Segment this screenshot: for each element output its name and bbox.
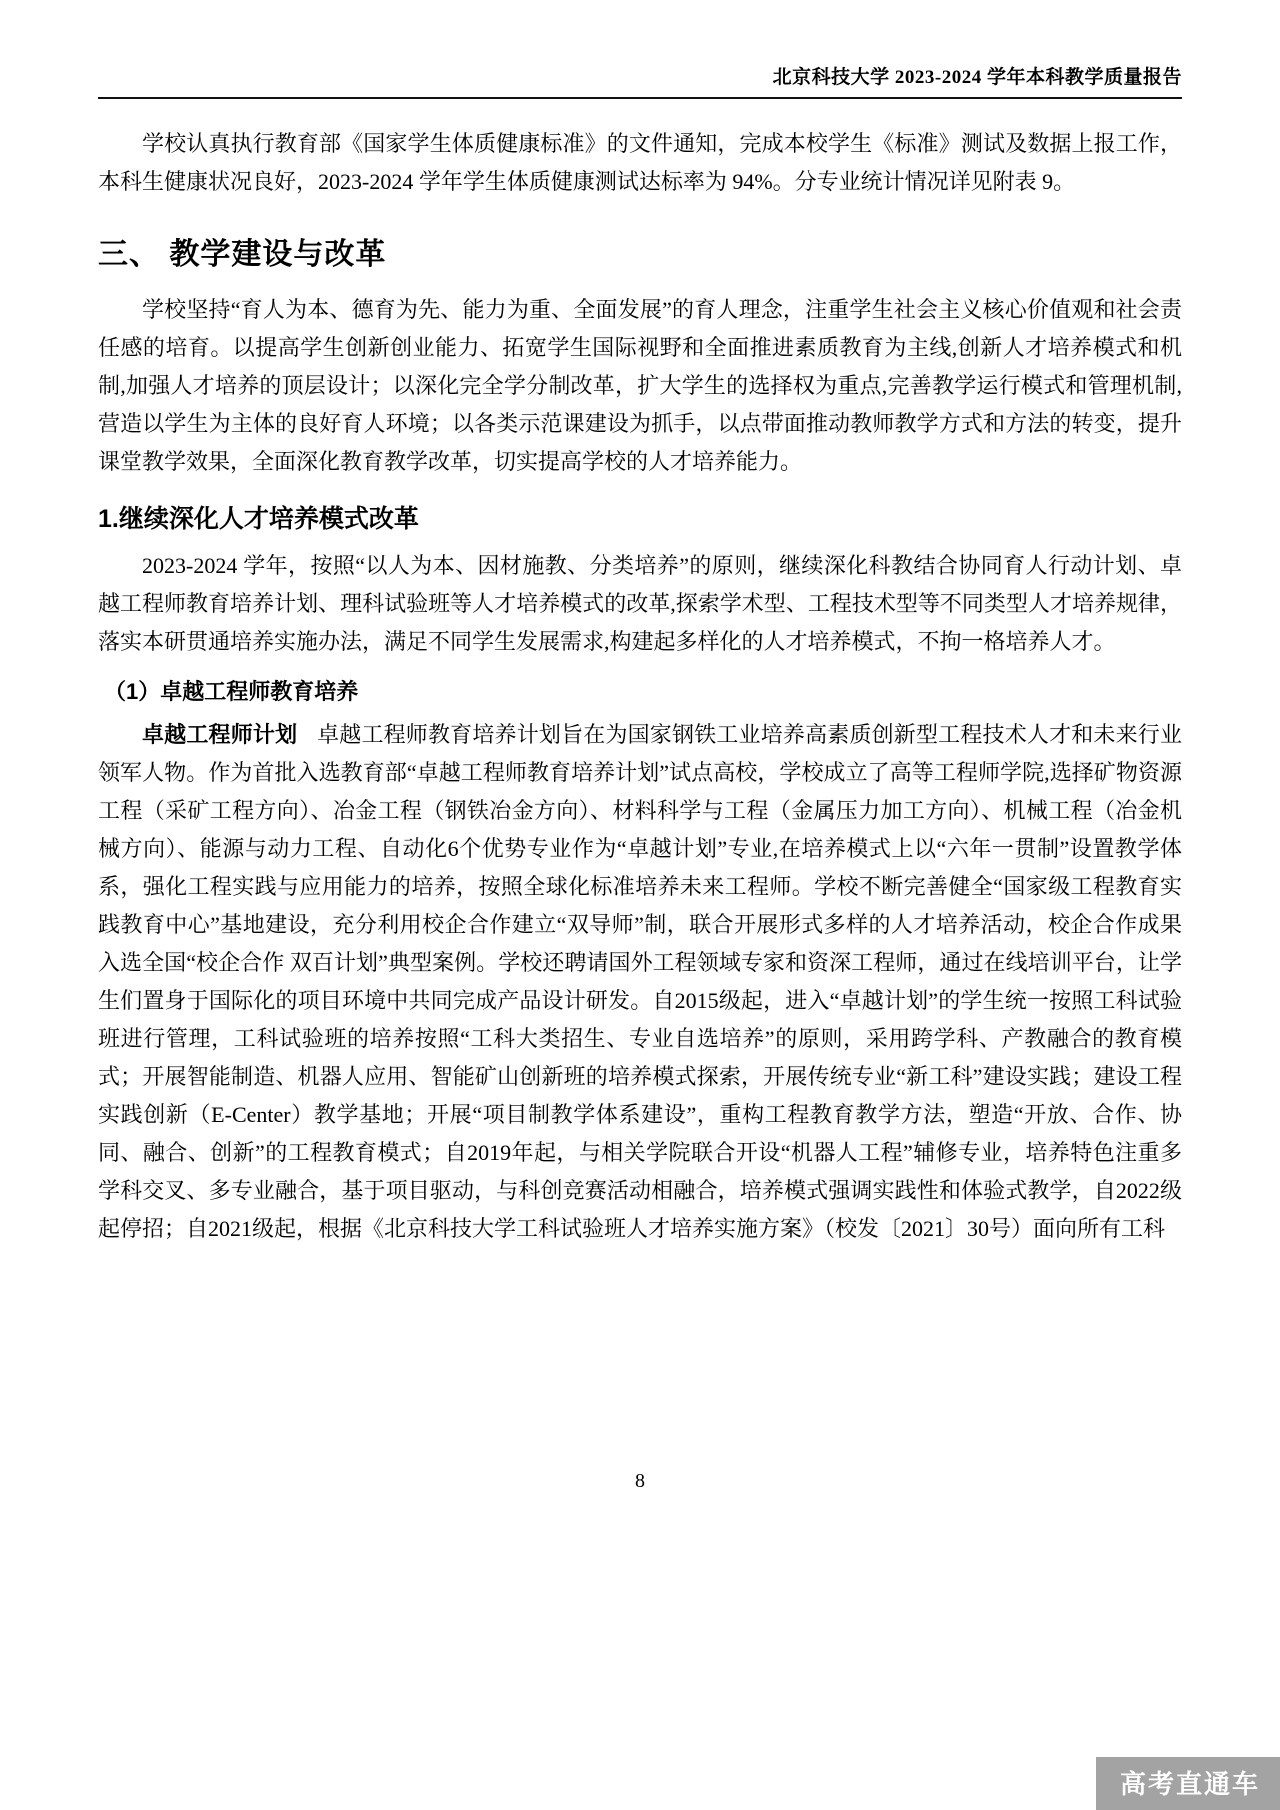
document-body xyxy=(0,99,1280,1248)
paragraph-talent-model-reform: 2023-2024 学年，按照“以人为本、因材施教、分类培养”的原则，继续深化科教结合协同育人行动计划、卓越工程师教育培养计划、理科试验班等人才培养模式的改革,探索学术型、工程技术型等不同类型人才培养规律，落实本研贯通培养实施办法，满足不同学生发展需求,构建起多样化的人才培养模式，不拘一格培养人才。 xyxy=(98,553,1182,654)
item-heading-excellent-engineer: （1）卓越工程师教育培养 xyxy=(104,679,359,704)
page-number: 8 xyxy=(635,1470,645,1492)
paragraph-health-standard: 学校认真执行教育部《国家学生体质健康标准》的文件通知，完成本校学生《标准》测试及数据上报工作，本科生健康状况良好，2023-2024 学年学生体质健康测试达标率为 94%。分专业统计情况详见附表 9。 xyxy=(98,131,1182,194)
watermark-gaokao-express: 高考直通车 xyxy=(1096,1757,1280,1810)
section-heading-teaching-reform: 三、 教学建设与改革 xyxy=(98,238,387,271)
paragraph-excellent-engineer-text: 卓越工程师教育培养计划旨在为国家钢铁工业培养高素质创新型工程技术人才和未来行业领军人物。作为首批入选教育部“卓越工程师教育培养计划”试点高校，学校成立了高等工程师学院,选择矿物资源工程（采矿工程方向）、冶金工程（钢铁冶金方向）、材料科学与工程（金属压力加工方向）、机械工程（冶金机械方向）、能源与动力工程、自动化6个优势专业作为“卓越计划”专业,在培养模式上以“六年一贯制”设置教学体系，强化工程实践与应用能力的培养，按照全球化标准培养未来工程师。学校不断完善健全“国家级工程教育实践教育中心”基地建设，充分利用校企合作建立“双导师”制，联合开展形式多样的人才培养活动，校企合作成果入选全国“校企合作 双百计划”典型案例。学校还聘请国外工程领域专家和资深工程师，通过在线培训平台，让学生们置身于国际化的项目环境中共同完成产品设计研发。自2015级起，进入“卓越计划”的学生统一按照工科试验班进行管理，工科试验班的培养按照“工科大类招生、专业自选培养”的原则，采用跨学科、产教融合的教育模式；开展智能制造、机器人应用、智能矿山创新班的培养模式探索，开展传统专业“新工科”建设实践；建设工程实践创新（E-Center）教学基地；开展“项目制教学体系建设”，重构工程教育教学方法，塑造“开放、合作、协同、融合、创新”的工程教育模式；自2019年起，与相关学院联合开设“机器人工程”辅修专业，培养特色注重多学科交叉、多专业融合，基于项目驱动，与科创竞赛活动相融合，培养模式强调实践性和体验式教学，自2022级起停招；自2021级起，根据《北京科技大学工科试验班人才培养实施方案》（校发〔2021〕30号）面向所有工科 xyxy=(98,722,1182,1241)
paragraph-lead-excellent-engineer-plan: 卓越工程师计划 xyxy=(142,722,298,747)
page-header-title: 北京科技大学 2023-2024 学年本科教学质量报告 xyxy=(772,67,1182,88)
paragraph-education-philosophy: 学校坚持“育人为本、德育为先、能力为重、全面发展”的育人理念，注重学生社会主义核心价值观和社会责任感的培育。以提高学生创新创业能力、拓宽学生国际视野和全面推进素质教育为主线,创新人才培养模式和机制,加强人才培养的顶层设计；以深化完全学分制改革，扩大学生的选择权为重点,完善教学运行模式和管理机制,营造以学生为主体的良好育人环境；以各类示范课建设为抓手，以点带面推动教师教学方式和方法的转变，提升课堂教学效果，全面深化教育教学改革，切实提高学校的人才培养能力。 xyxy=(98,297,1182,474)
paragraph-excellent-engineer xyxy=(98,716,1182,1248)
subsection-heading-talent-model-reform: 1.继续深化人才培养模式改革 xyxy=(98,505,419,533)
